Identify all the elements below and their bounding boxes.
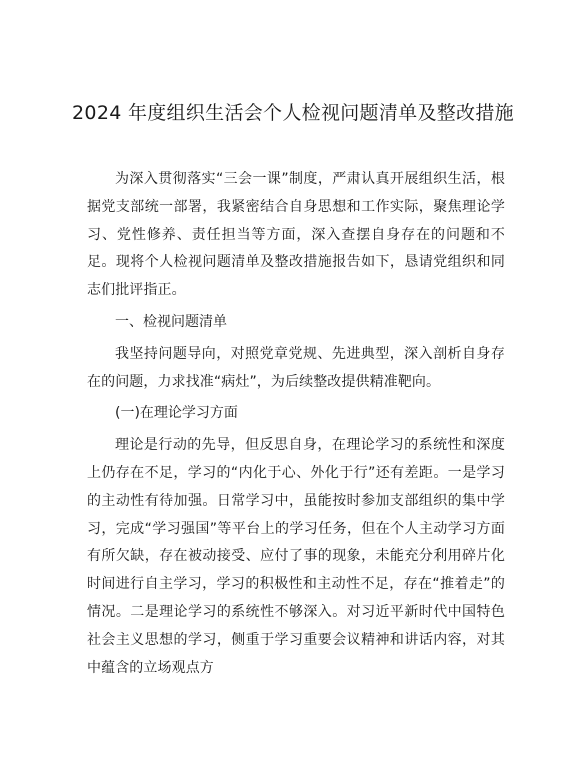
intro-paragraph: 为深入贯彻落实“三会一课”制度，严肃认真开展组织生活，根据党支部统一部署，我紧密结合自身思想和工作实际，聚焦理论学习、党性修养、责任担当等方面，深入查摆自身存在的问题和不足。现将个人检视问题清单及整改措施报告如下，恳请党组织和同志们批评指正。 <box>87 171 505 299</box>
document-title: 2024 年度组织生活会个人检视问题清单及整改措施 <box>72 102 514 124</box>
subsection-body-paragraph: 理论是行动的先导，但反思自身，在理论学习的系统性和深度上仍存在不足，学习的“内化于心、外化于行”还有差距。一是学习的主动性有待加强。日常学习中，虽能按时参加支部组织的集中学习，完成“学习强国”等平台上的学习任务，但在个人主动学习方面有所欠缺，存在被动接受、应付了事的现象，未能充分利用碎片化时间进行自主学习，学习的积极性和主动性不足，存在“推着走”的情况。二是理论学习的系统性不够深入。对习近平新时代中国特色社会主义思想的学习，侧重于学习重要会议精神和讲话内容，对其中蕴含的立场观点方 <box>87 437 505 676</box>
section-intro-paragraph: 我坚持问题导向，对照党章党规、先进典型，深入剖析自身存在的问题，力求找准“病灶”，为后续整改提供精准靶向。 <box>87 345 505 390</box>
section-heading: 一、检视问题清单 <box>115 313 227 330</box>
subsection-heading: (一)在理论学习方面 <box>115 405 238 422</box>
document-body <box>87 166 505 682</box>
